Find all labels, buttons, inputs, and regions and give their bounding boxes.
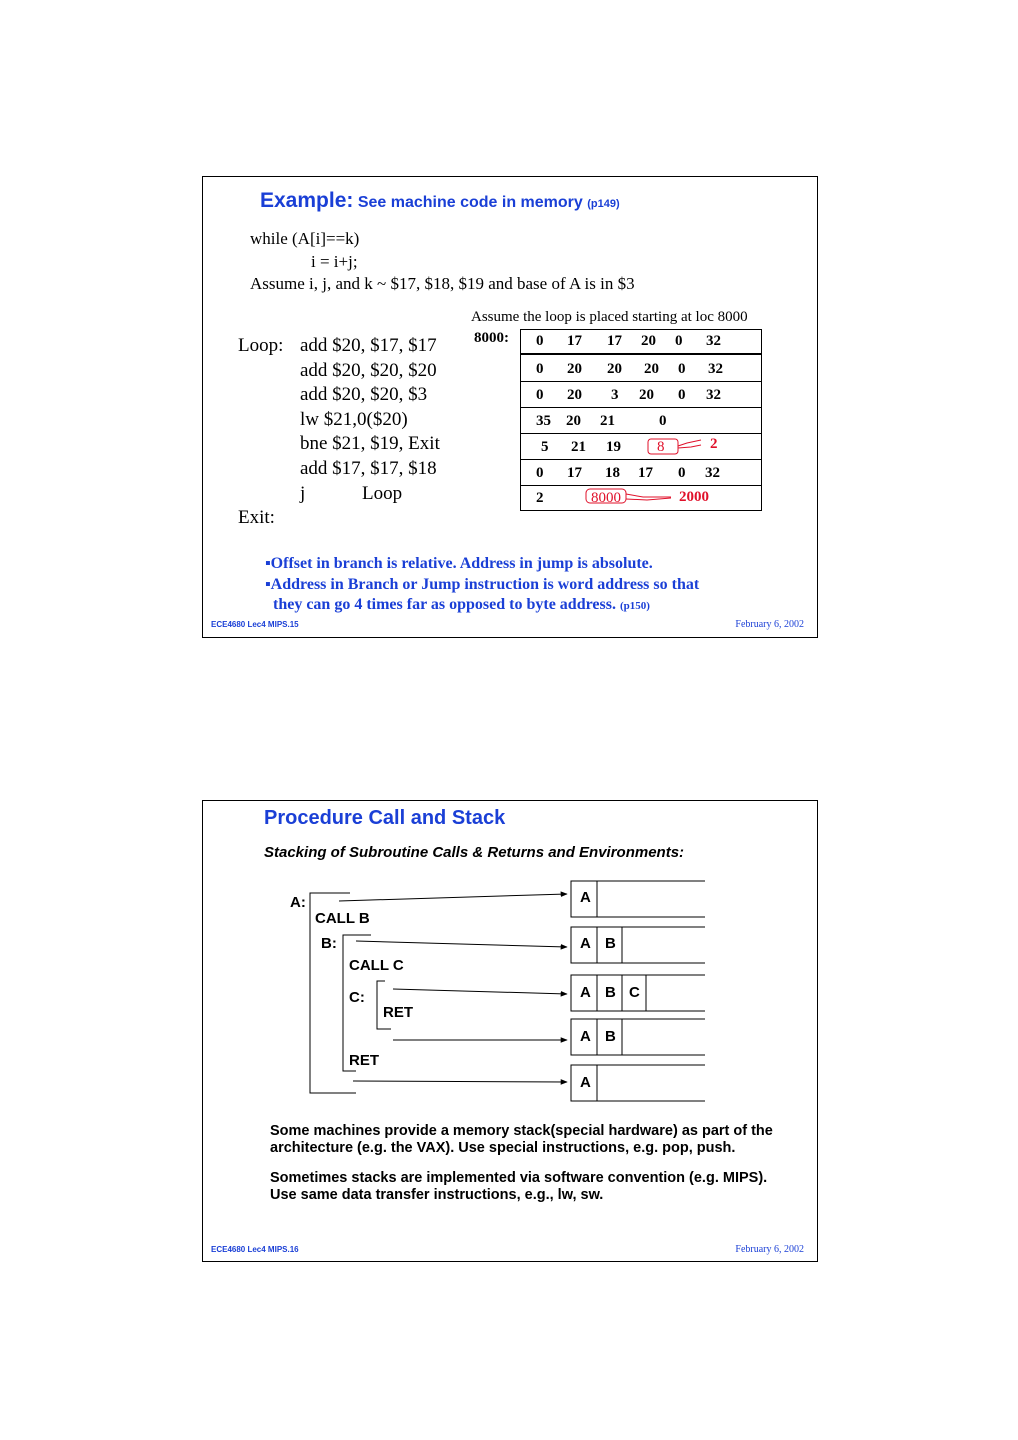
stack-state — [571, 927, 705, 963]
stack-frame: A — [580, 935, 591, 952]
arrow-to-2 — [678, 440, 701, 448]
bne-offset-correction: 2 — [710, 436, 718, 452]
field-rs: 20 — [566, 413, 581, 429]
stack-frame: A — [580, 1028, 591, 1045]
source-line-assume: Assume i, j, and k ~ $17, $18, $19 and base of A is in $3 — [250, 274, 635, 293]
loop-label: Loop: — [238, 335, 284, 356]
field-rs: 17 — [567, 333, 582, 349]
label-ret-b: RET — [349, 1052, 379, 1069]
footer-left: ECE4680 Lec4 MIPS.16 — [211, 1245, 299, 1254]
stack-frame: B — [605, 1028, 616, 1045]
circle-8 — [648, 439, 678, 454]
title-main: Example: — [260, 189, 354, 212]
field-funct: 32 — [708, 361, 723, 377]
field-rs: 17 — [567, 465, 582, 481]
field-rd: 20 — [639, 387, 654, 403]
bullet-address-text: they can go 4 times far as opposed to byte address. — [273, 596, 616, 613]
instruction: add $20, $20, $3 — [300, 384, 428, 405]
field-rd: 17 — [638, 465, 653, 481]
title-sub: See machine code in memory — [357, 194, 583, 211]
footer-right: February 6, 2002 — [735, 1244, 804, 1255]
instruction: add $20, $20, $20 — [300, 360, 437, 381]
field-shamt: 0 — [678, 465, 686, 481]
source-line-assign: i = i+j; — [311, 252, 358, 271]
field-op: 2 — [536, 490, 544, 506]
para-line: Sometimes stacks are implemented via software convention (e.g. MIPS). — [270, 1170, 768, 1186]
field-op: 35 — [536, 413, 551, 429]
field-shamt: 0 — [678, 387, 686, 403]
field-op: 0 — [536, 465, 544, 481]
field-op: 0 — [536, 361, 544, 377]
field-rt: 17 — [607, 333, 622, 349]
stack-frame: C — [629, 984, 640, 1001]
field-rt: 3 — [611, 387, 619, 403]
label-c: C: — [349, 989, 365, 1006]
paragraph-software-stack — [270, 1170, 767, 1204]
bullet-address-cont — [273, 596, 650, 614]
instruction: add $17, $17, $18 — [300, 458, 437, 479]
stack-frame: A — [580, 984, 591, 1001]
field-funct: 32 — [706, 387, 721, 403]
field-rt: 20 — [607, 361, 622, 377]
instruction: lw $21,0($20) — [300, 409, 408, 430]
jump-address-correction: 2000 — [679, 489, 709, 505]
slide-mips-16 — [202, 800, 818, 1262]
field-address-crossed: 8000 — [591, 490, 621, 506]
stack-state — [571, 881, 705, 917]
stack-frame: B — [605, 984, 616, 1001]
instruction: j — [300, 483, 306, 504]
slide-title: Procedure Call and Stack — [264, 807, 506, 829]
memory-note: Assume the loop is placed starting at loc 8000 — [471, 309, 748, 325]
field-offset-crossed: 8 — [657, 439, 665, 455]
exit-label: Exit: — [238, 507, 275, 528]
arrow-to-2000 — [626, 494, 671, 500]
stack-state — [571, 1019, 705, 1055]
label-a: A: — [290, 894, 306, 911]
circle-8000 — [586, 489, 626, 503]
label-ret-c: RET — [383, 1004, 413, 1021]
field-rt: 19 — [606, 439, 621, 455]
bullet-ref: (p150) — [619, 600, 650, 612]
stack-frame: A — [580, 1074, 591, 1091]
arrow-return-a — [353, 1081, 567, 1082]
label-b: B: — [321, 935, 337, 952]
title-ref: (p149) — [587, 198, 620, 210]
field-rs: 20 — [567, 387, 582, 403]
source-line-while: while (A[i]==k) — [250, 229, 360, 248]
field-op: 5 — [541, 439, 549, 455]
field-rt: 21 — [600, 413, 615, 429]
para-line: Some machines provide a memory stack(special hardware) as part of the — [270, 1123, 773, 1139]
field-rs: 20 — [567, 361, 582, 377]
footer-left: ECE4680 Lec4 MIPS.15 — [211, 620, 299, 629]
slide-mips-15 — [202, 176, 818, 638]
field-funct: 32 — [705, 465, 720, 481]
field-funct: 32 — [706, 333, 721, 349]
stack-frame: A — [580, 889, 591, 906]
field-offset: 0 — [659, 413, 667, 429]
label-call-b: CALL B — [315, 910, 370, 927]
footer-right: February 6, 2002 — [735, 619, 804, 630]
instruction: bne $21, $19, Exit — [300, 433, 440, 454]
field-op: 0 — [536, 387, 544, 403]
field-shamt: 0 — [678, 361, 686, 377]
field-shamt: 0 — [675, 333, 683, 349]
field-rt: 18 — [605, 465, 620, 481]
arrow-enter-c — [393, 989, 567, 994]
arrow-enter-b — [356, 941, 567, 947]
paragraph-hardware-stack — [270, 1123, 773, 1157]
stack-state — [571, 1065, 705, 1101]
field-rd: 20 — [641, 333, 656, 349]
jump-target: Loop — [362, 483, 403, 504]
instruction: add $20, $17, $17 — [300, 335, 437, 356]
memory-address: 8000: — [474, 330, 509, 346]
field-rd: 20 — [644, 361, 659, 377]
field-op: 0 — [536, 333, 544, 349]
field-rs: 21 — [571, 439, 586, 455]
slide-subtitle: Stacking of Subroutine Calls & Returns and Environments: — [264, 844, 685, 861]
para-line: architecture (e.g. the VAX). Use special instructions, e.g. pop, push. — [270, 1140, 736, 1156]
label-call-c: CALL C — [349, 957, 404, 974]
arrow-enter-a — [339, 894, 567, 901]
stack-frame: B — [605, 935, 616, 952]
para-line: Use same data transfer instructions, e.g., lw, sw. — [270, 1187, 604, 1203]
bullet-address: ▪Address in Branch or Jump instruction is word address so that — [265, 576, 700, 593]
bullet-offset: ▪Offset in branch is relative. Address in jump is absolute. — [265, 555, 653, 572]
